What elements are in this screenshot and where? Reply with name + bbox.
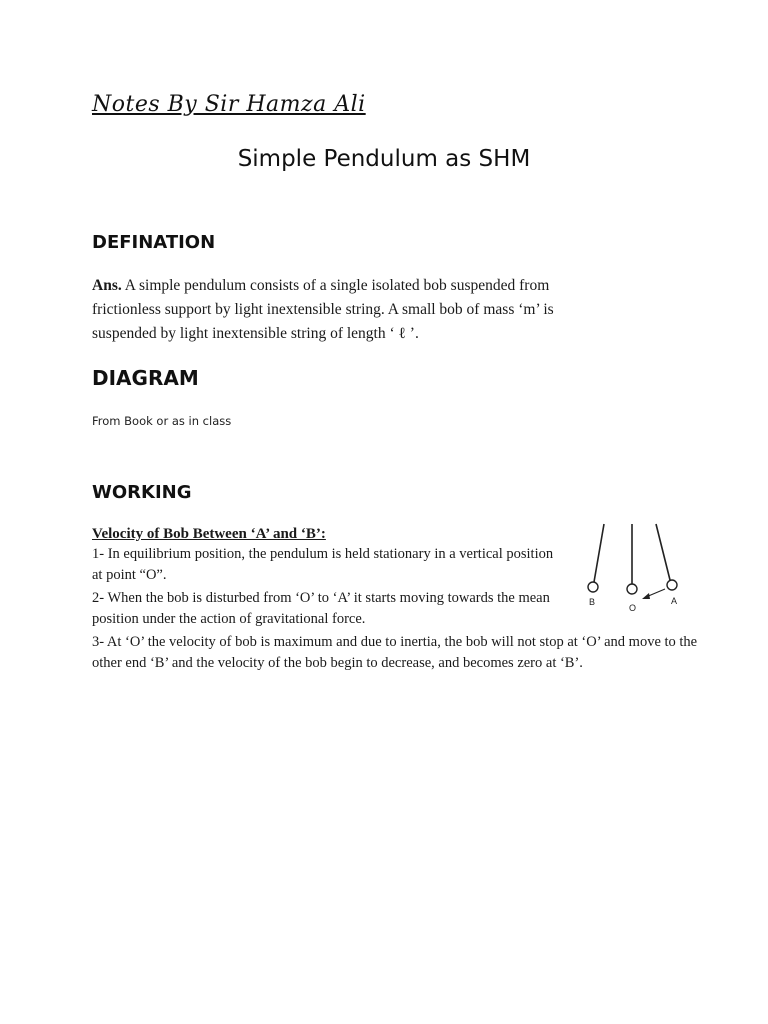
page-title: Simple Pendulum as SHM [237, 146, 531, 172]
author-signature: Notes By Sir Hamza Ali [92, 92, 366, 117]
velocity-subheading: Velocity of Bob Between ‘A’ and ‘B’: [92, 526, 326, 542]
pendulum-figure [576, 518, 696, 618]
working-point-1: 1- In equilibrium position, the pendulum is held stationary in a vertical position at point “O”. [92, 546, 554, 583]
definition-body: A simple pendulum consists of a single isolated bob suspended from frictionless support by light inextensible string. A small bob of mass ‘m’ is suspended by light inextensible string of length ‘ ℓ ’. [92, 277, 554, 342]
working-point-2: 2- When the bob is disturbed from ‘O’ to ‘A’ it starts moving towards the mean position under the action of gravitational force. [92, 590, 550, 627]
bob-b [588, 582, 598, 592]
label-o: O [629, 603, 637, 613]
working-heading: WORKING [92, 482, 192, 503]
diagram-note: From Book or as in class [92, 414, 232, 428]
bob-o [627, 584, 637, 594]
arrow-head-icon [642, 593, 650, 599]
bob-a [667, 580, 677, 590]
answer-prefix: Ans. [92, 277, 122, 294]
working-point-3: 3- At ‘O’ the velocity of bob is maximum and due to inertia, the bob will not stop at ‘O’ and move to the other end ‘B’ and the velocity of the bob begin to decrease, and becomes zero at ‘B’. [92, 634, 698, 671]
string-a [656, 524, 670, 580]
string-b [594, 524, 604, 582]
definition-text [92, 274, 592, 346]
definition-heading: DEFINATION [92, 232, 216, 253]
label-a: A [671, 596, 678, 606]
label-b: B [589, 597, 596, 607]
diagram-heading: DIAGRAM [92, 366, 199, 390]
